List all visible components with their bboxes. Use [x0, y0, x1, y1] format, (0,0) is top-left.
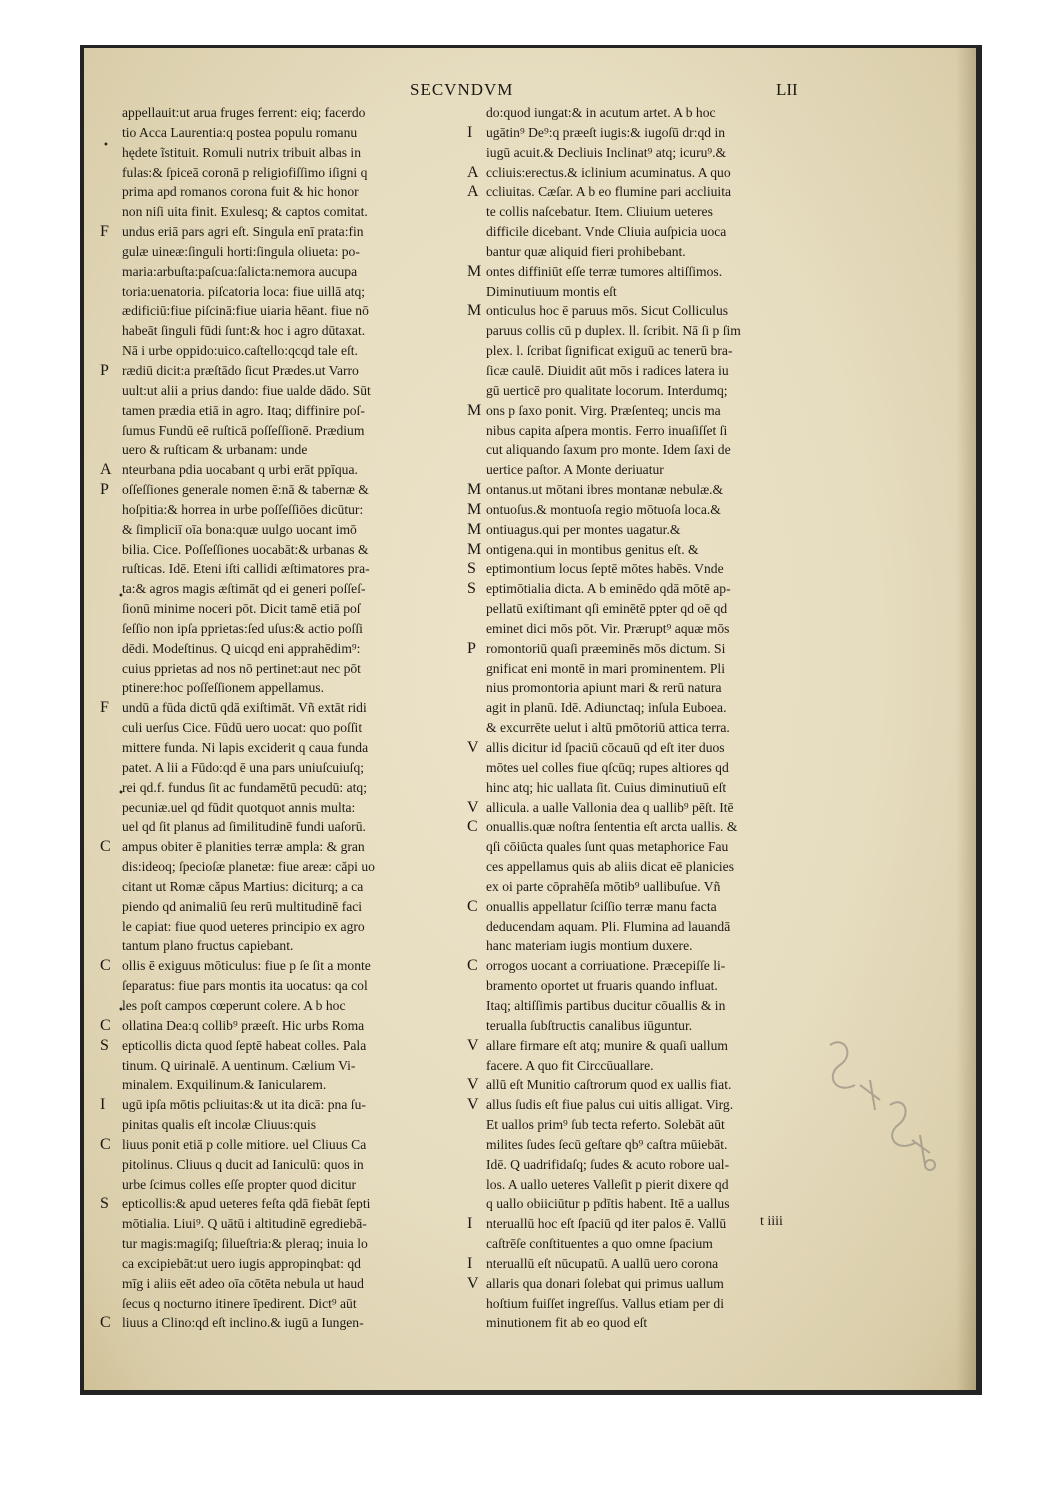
line-text: patet. A lii a Fūdo:qd ē una pars uniuſcuiuſq; — [122, 759, 365, 775]
text-line — [486, 242, 826, 262]
line-text: toria:uenatoria. piſcatoria loca: fiue uillā atq; — [122, 283, 366, 299]
text-line — [100, 460, 458, 480]
line-text: tamen prædia etiā in agro. Itaq; diffinire poſ- — [122, 402, 365, 418]
text-line — [486, 917, 826, 937]
line-text: ſeſſio non ipſa pprietas:ſed uſus:& actio poſſi — [122, 620, 363, 636]
text-line — [467, 1254, 826, 1274]
text-line — [486, 698, 826, 718]
line-text: non niſi uita finit. Exulesq; & captos comitat. — [122, 204, 368, 220]
text-line — [486, 381, 826, 401]
text-line — [122, 877, 458, 897]
initial-letter: S — [100, 1195, 109, 1213]
line-text: gnificat eni montē in mari prominentem. Pli — [486, 660, 725, 676]
text-line — [486, 1115, 826, 1135]
text-line — [467, 123, 826, 143]
text-line — [122, 401, 458, 421]
text-line — [467, 817, 826, 837]
text-line — [486, 1155, 826, 1175]
text-line — [122, 1175, 458, 1195]
line-text: prima apd romanos corona fuit & hic honor — [122, 184, 359, 200]
initial-letter: A — [467, 163, 479, 181]
text-line — [467, 540, 826, 560]
text-line — [122, 718, 458, 738]
text-line — [122, 738, 458, 758]
text-line — [486, 1313, 826, 1333]
line-text: ptinere:hoc poſſeſſionem appellamus. — [122, 680, 324, 696]
line-text: ædificiū:fiue piſcinā:fiue uiaria hēant. fiue nō — [122, 303, 369, 319]
text-line — [486, 421, 826, 441]
line-text: mōtes uel colles fiue qſcūq; rupes altiores qd — [486, 759, 729, 775]
text-line — [122, 936, 458, 956]
text-line — [122, 520, 458, 540]
line-text: minutionem fit ab eo quod eſt — [486, 1315, 648, 1331]
line-text: undū a fūda dictū qdā exiſtimāt. Vñ extāt ridi — [122, 700, 367, 716]
text-line — [122, 242, 458, 262]
text-line — [467, 520, 826, 540]
text-line — [467, 262, 826, 282]
text-line — [122, 599, 458, 619]
line-text: ontes diffiniūt eſſe terræ tumores altiſſimos. — [486, 263, 723, 279]
initial-letter: P — [467, 639, 476, 657]
line-text: allicula. a ualle Vallonia dea q uallib⁹ pēſt. Itē — [486, 799, 734, 815]
text-line — [467, 163, 826, 183]
line-text: & ſimpliciī oīa bona:quæ uulgo uocant imō — [122, 521, 357, 537]
line-text: romontoriū quaſi præeminēs mōs dictum. Si — [486, 640, 726, 656]
text-line — [122, 1056, 458, 1076]
text-line — [122, 1115, 458, 1135]
line-text: hędete ĩstituit. Romuli nutrix tribuit albas in — [122, 144, 361, 160]
line-text: Et uallos prim⁹ ſub tecta referto. Solebāt aūt — [486, 1117, 725, 1133]
text-line — [122, 758, 458, 778]
initial-letter: I — [467, 1215, 473, 1233]
line-text: deducendam aquam. Pli. Flumina ad lauandā — [486, 918, 731, 934]
text-line — [486, 996, 826, 1016]
initial-letter: V — [467, 739, 479, 756]
marginal-dot-mark: • — [118, 788, 124, 799]
text-line — [122, 282, 458, 302]
line-text: agit in planū. Idē. Adiunctaq; inſula Euboea. — [486, 700, 727, 716]
line-text: piendo qd animaliū ſeu rerū multitudinē faci — [122, 898, 363, 914]
line-text: q uallo obiiciūtur p pdītis habent. Itē a uallus — [486, 1196, 730, 1212]
marginal-dot-mark: • — [118, 591, 124, 602]
initial-letter: I — [100, 1096, 106, 1114]
line-text: te collis naſcebatur. Item. Cliuium ueteres — [486, 204, 713, 220]
initial-letter: C — [100, 1016, 111, 1034]
text-line — [486, 440, 826, 460]
line-text: tantum plano fructus capiebant. — [122, 938, 294, 954]
line-text: nteurbana pdia uocabant q urbi erāt ppīqua. — [122, 462, 358, 478]
text-line — [486, 202, 826, 222]
initial-letter: M — [467, 500, 482, 518]
right-text-column — [467, 103, 826, 1333]
text-line — [122, 897, 458, 917]
line-text: paruus collis cū p duplex. ll. ſcribit. Nā ſi p ſim — [486, 323, 741, 339]
line-text: liuus a Clino:qd eſt inclino.& iugū a Iungen- — [122, 1315, 364, 1331]
text-line — [486, 678, 826, 698]
initial-letter: M — [467, 262, 482, 280]
line-text: terualla ſubſtructis canalibus iūguntur. — [486, 1017, 693, 1033]
text-line — [467, 639, 826, 659]
text-line — [100, 361, 458, 381]
line-text: ces appellamus quis ab aliis dicat eē planicies — [486, 859, 734, 875]
text-line — [486, 1294, 826, 1314]
line-text: dēdi. Modeſtinus. Q uicqd eni apprahēdim⁹: — [122, 640, 361, 656]
line-text: undus eriā pars agri eſt. Singula enī prata:fin — [122, 224, 364, 240]
line-text: fulas:& ſpiceā coronā p religiofiſſimo iſigni q — [122, 164, 368, 180]
line-text: & excurrēte uelut i altū pmōtoriū attica terra. — [486, 720, 730, 736]
text-line — [486, 143, 826, 163]
line-text: cut aliquando ſaxum pro monte. Idem ſaxi de — [486, 442, 731, 458]
line-text: minalem. Exquilinum.& Ianicularem. — [122, 1077, 327, 1093]
line-text: bilia. Cice. Poſſeſſiones uocabāt:& urbanas & — [122, 541, 369, 557]
line-text: Diminutiuum montis eſt — [486, 283, 617, 299]
text-line — [486, 321, 826, 341]
line-text: pinitas qualis eſt incolæ Cliuus:quis — [122, 1117, 317, 1133]
line-text: pellatū exiſtimant qſi eminētē ppter qd oē qd — [486, 601, 728, 617]
text-line — [122, 163, 458, 183]
line-text: urbe ſcimus colles eſſe propter quod dicitur — [122, 1176, 357, 1192]
line-text: ontiuagus.qui per montes uagatur.& — [486, 521, 681, 537]
line-text: uero & ruſticam & urbanam: unde — [122, 442, 308, 458]
line-text: allis dicitur id ſpaciū cōcauū qd eſt iter duos — [486, 740, 725, 755]
text-line — [122, 976, 458, 996]
text-line — [122, 559, 458, 579]
text-line — [122, 659, 458, 679]
text-line — [486, 1175, 826, 1195]
line-text: do:quod iungat:& in acutum artet. A b hoc — [486, 105, 716, 120]
text-line — [486, 1135, 826, 1155]
text-line — [486, 222, 826, 242]
line-text: epticollis:& apud ueteres feſta qdā fiebāt ſepti — [122, 1196, 371, 1212]
text-line — [122, 381, 458, 401]
line-text: eminet dici mōs pōt. Vir. Prærupt⁹ aquæ mōs — [486, 620, 730, 636]
line-text: difficile dicebant. Vnde Cliuia auſpicia uoca — [486, 224, 727, 240]
initial-letter: P — [100, 481, 109, 499]
initial-letter: M — [467, 540, 482, 558]
text-line — [122, 1294, 458, 1314]
running-head: SECVNDVM — [410, 80, 514, 99]
text-line — [467, 1095, 826, 1115]
line-text: ſeparatus: fiue pars montis ita uocatus: qa col — [122, 978, 368, 994]
line-text: plex. l. ſcribat ſignificat exiguū ac tenerū bra- — [486, 343, 733, 359]
initial-letter: S — [467, 560, 476, 578]
initial-letter: I — [467, 1254, 473, 1272]
text-line — [122, 917, 458, 937]
text-line — [467, 897, 826, 917]
initial-letter: M — [467, 520, 482, 538]
line-text: nteruallū eſt nūcupatū. A uallū uero corona — [486, 1255, 719, 1271]
text-line — [486, 361, 826, 381]
text-line — [100, 956, 458, 976]
text-line — [467, 1036, 826, 1056]
text-line — [467, 500, 826, 520]
initial-letter: C — [100, 1314, 111, 1332]
initial-letter: C — [100, 838, 111, 856]
text-line — [467, 182, 826, 202]
line-text: ſionū minime noceri pōt. Dicit tamē etiā poſ — [122, 601, 361, 617]
text-line — [122, 500, 458, 520]
text-line — [100, 222, 458, 242]
line-text: eptimōtialia dicta. A b eminēdo qdā mōtē ap- — [486, 581, 731, 597]
line-text: nteruallū hoc eſt ſpaciū qd iter palos ē. Vallū — [486, 1216, 727, 1232]
line-text: bramento oportet ut fruaris quando influat. — [486, 978, 718, 994]
line-text: mittere funda. Ni lapis exciderit q caua funda — [122, 740, 369, 755]
line-text: citant ut Romæ căpus Martius: diciturq; a ca — [122, 878, 364, 894]
initial-letter: I — [467, 123, 473, 141]
line-text: oſſeſſiones generale nomen ē:nā & tabernæ & — [122, 482, 369, 498]
text-line — [122, 639, 458, 659]
line-text: eptimontium locus ſeptē mōtes habēs. Vnde — [486, 561, 724, 577]
text-line — [100, 1036, 458, 1056]
line-text: tio Acca Laurentia:q postea populu romanu — [122, 124, 358, 140]
text-line — [122, 540, 458, 560]
initial-letter: V — [467, 1096, 479, 1114]
line-text: cuius pprietas ad nos nō pertinet:aut nec pōt — [122, 660, 361, 676]
line-text: los. A uallo ueteres Valleſit p pierit dixere qd — [486, 1176, 729, 1192]
text-line — [122, 1075, 458, 1095]
initial-letter: C — [100, 1135, 111, 1153]
text-line — [122, 1214, 458, 1234]
line-text: Idē. Q uadrifidaſq; ſudes & acuto robore ual- — [486, 1156, 730, 1172]
text-line — [486, 1194, 826, 1214]
text-line — [486, 837, 826, 857]
text-line — [122, 321, 458, 341]
text-line — [486, 460, 826, 480]
line-text: hanc materiam iugis montium duxere. — [486, 938, 693, 954]
line-text: uel qd ſit planus ad ſimilitudinē fundi uaſorū. — [122, 819, 366, 835]
line-text: rædiū dicit:a præſtādo ſicut Prædes.ut Varro — [122, 362, 359, 378]
line-text: ugātin⁹ De⁹:q præeſt iugis:& iugoſū dr:qd in — [486, 124, 726, 140]
line-text: caſtrēſe conſtituentes a quo omne ſpacium — [486, 1236, 713, 1252]
line-text: ontuoſus.& montuoſa regio mōtuoſa loca.& — [486, 501, 721, 517]
initial-letter: F — [100, 223, 109, 241]
text-line — [486, 976, 826, 996]
text-line — [486, 103, 826, 123]
left-text-column — [100, 103, 458, 1333]
text-line — [122, 857, 458, 877]
line-text: maria:arbuſta:paſcua:ſalicta:nemora aucupa — [122, 263, 358, 279]
line-text: epticollis dicta quod ſeptē habeat colles. Pala — [122, 1037, 367, 1053]
text-line — [122, 341, 458, 361]
line-text: ampus obiter ē planities terræ ampla: & gran — [122, 839, 365, 855]
text-line — [100, 1313, 458, 1333]
initial-letter: V — [467, 1274, 479, 1292]
line-text: ex oi parte cōprahēſa mōtib⁹ uallibuſue. Vñ — [486, 878, 721, 894]
line-text: tur magis:magiſq; ſilueſtria:& pleraq; inuia lo — [122, 1236, 368, 1252]
text-line — [467, 559, 826, 579]
marginal-dot-mark: • — [103, 140, 109, 151]
line-text: ontanus.ut mōtani ibres montanæ nebulæ.& — [486, 482, 724, 498]
line-text: mōtialia. Liui⁹. Q uātū i altitudinē egrediebā- — [122, 1216, 367, 1232]
text-line — [122, 123, 458, 143]
line-text: ons p ſaxo ponit. Virg. Præſenteq; uncis ma — [486, 402, 721, 418]
line-text: facere. A quo fit Circcūuallare. — [486, 1057, 654, 1073]
line-text: bantur quæ aliquid fieri prohibebant. — [486, 243, 686, 259]
text-line — [122, 262, 458, 282]
text-line — [100, 1016, 458, 1036]
text-line — [100, 1194, 458, 1214]
text-line — [122, 143, 458, 163]
line-text: ontigena.qui in montibus genitus eſt. & — [486, 541, 699, 557]
line-text: ccliuis:erectus.& iclinium acuminatus. A quo — [486, 164, 731, 180]
line-text: onticulus hoc ē paruus mōs. Sicut Colliculus — [486, 303, 729, 319]
text-line — [122, 1234, 458, 1254]
line-text: hoſpitia:& horrea in urbe poſſeſſiōes dicūtur: — [122, 501, 364, 517]
line-text: uertice paſtor. A Monte deriuatur — [486, 462, 664, 478]
text-line — [100, 698, 458, 718]
initial-letter: S — [467, 580, 476, 598]
text-line — [122, 440, 458, 460]
text-line — [486, 857, 826, 877]
line-text: appellauit:ut arua fruges ferrent: eiq; facerdo — [122, 105, 366, 120]
line-text: ugū ipſa mōtis pcliuitas:& ut ita dicā: pna ſu- — [122, 1097, 366, 1113]
text-line — [467, 738, 826, 758]
line-text: dis:ideoq; ſpecioſæ planetæ: fiue areæ: căpi uo — [122, 859, 375, 875]
text-line — [486, 877, 826, 897]
text-line — [467, 798, 826, 818]
text-line — [486, 758, 826, 778]
text-line — [100, 837, 458, 857]
text-line — [486, 599, 826, 619]
text-line — [486, 1234, 826, 1254]
text-line — [100, 1095, 458, 1115]
signature-mark: t iiii — [760, 1214, 783, 1229]
line-text: iugū acuit.& Decliuis Inclinat⁹ atq; icuru⁹.& — [486, 144, 727, 160]
initial-letter: V — [467, 1076, 479, 1094]
text-line — [486, 1056, 826, 1076]
folio-number: LII — [776, 80, 798, 99]
text-line — [122, 619, 458, 639]
line-text: allare firmare eſt atq; munire & quaſi uallum — [486, 1037, 728, 1053]
line-text: culi uerſus Cice. Fūdū uero uocat: quo poſſit — [122, 720, 363, 736]
line-text: gulæ uineæ:ſinguli horti:ſingula oliueta: po- — [122, 243, 360, 259]
text-line — [100, 1135, 458, 1155]
text-line — [467, 579, 826, 599]
marginal-dot-mark: • — [118, 1005, 124, 1016]
initial-letter: C — [467, 897, 478, 915]
text-line — [122, 103, 458, 123]
text-line — [467, 301, 826, 321]
line-text: ca excipiebāt:ut uero iugis appropinqbat: qd — [122, 1255, 361, 1271]
text-line — [486, 1016, 826, 1036]
text-line — [467, 956, 826, 976]
initial-letter: M — [467, 302, 482, 320]
text-line — [467, 480, 826, 500]
line-text: rei qd.f. fundus ſit ac fundamētū pecudū: atq; — [122, 779, 367, 795]
line-text: orrogos uocant a corriuatione. Præcepiſſe li- — [486, 958, 726, 974]
line-text: gū uerticē pro qualitate locorum. Interdumq; — [486, 382, 728, 398]
line-text: hinc atq; hic uallata ſit. Cuius diminutiuū eſt — [486, 779, 727, 795]
initial-letter: A — [467, 183, 479, 201]
line-text: ſumus Fundū eē ruſticā poſſeſſionē. Prædium — [122, 422, 365, 438]
line-text: liuus ponit etiā p colle mitiore. uel Cliuus Ca — [122, 1136, 367, 1152]
line-text: ſicæ caulē. Diuidit aūt mōs i radices latera iu — [486, 362, 729, 378]
text-line — [486, 778, 826, 798]
line-text: milites ſudes ſecū geſtare qb⁹ caſtra mūiebāt. — [486, 1136, 728, 1152]
text-line — [100, 480, 458, 500]
initial-letter: V — [467, 1036, 479, 1054]
line-text: ollis ē exiguus mōticulus: fiue p ſe ſit a monte — [122, 958, 371, 974]
line-text: Itaq; altiſſimis partibus ducitur cōuallis & in — [486, 997, 726, 1013]
line-text: onuallis.quæ noſtra ſententia eſt arcta uallis. & — [486, 819, 738, 835]
line-text: hoſtium fuiſſet ingreſſus. Vallus etiam per di — [486, 1295, 724, 1311]
text-line — [122, 817, 458, 837]
text-line — [467, 1075, 826, 1095]
text-line — [122, 996, 458, 1016]
line-text: habeāt ſinguli fūdi ſunt:& hoc i agro dūtaxat. — [122, 323, 366, 339]
line-text: allus ſudis eſt fiue palus cui uitis alligat. Virg. — [486, 1097, 734, 1113]
text-line — [486, 341, 826, 361]
line-text: tinum. Q uirinalē. A uentinum. Cælium Vi- — [122, 1057, 356, 1073]
initial-letter: F — [100, 699, 109, 717]
line-text: pecuniæ.uel qd fūdit quotquot annis multa: — [122, 799, 356, 815]
line-text: uult:ut alii a prius dando: fiue ualde dādo. Sūt — [122, 382, 371, 398]
text-line — [122, 1155, 458, 1175]
line-text: ſecus q nocturno itinere īpedirent. Dict⁹ aūt — [122, 1295, 357, 1311]
text-line — [486, 282, 826, 302]
line-text: ccliuitas. Cæſar. A b eo flumine pari accliuita — [486, 184, 731, 200]
text-line — [486, 936, 826, 956]
line-text: ruſticas. Idē. Eteni iſti callidi æſtimatores pra- — [122, 561, 370, 577]
line-text: ta:& agros magis æſtimāt qd ei generi poſſeſ- — [122, 581, 366, 597]
text-line — [486, 659, 826, 679]
line-text: pitolinus. Cliuus q ducit ad Ianiculū: quos in — [122, 1156, 364, 1172]
page-edge-shadow — [956, 48, 976, 1390]
line-text: ollatina Dea:q collib⁹ præeſt. Hic urbs Roma — [122, 1017, 365, 1033]
initial-letter: S — [100, 1036, 109, 1054]
text-line — [122, 301, 458, 321]
initial-letter: C — [467, 957, 478, 975]
line-text: Nā i urbe oppido:uico.caſtello:qcqd tale eſt. — [122, 343, 358, 359]
text-line — [122, 202, 458, 222]
line-text: allaris qua donari ſolebat qui primus uallum — [486, 1275, 724, 1291]
initial-letter: V — [467, 798, 479, 816]
text-line — [467, 401, 826, 421]
initial-letter: A — [100, 461, 112, 479]
line-text: nius promontoria apiunt mari & rerū natura — [486, 680, 722, 696]
line-text: les poſt campos cœperunt colere. A b hoc — [122, 997, 346, 1013]
text-line — [122, 182, 458, 202]
initial-letter: C — [100, 957, 111, 975]
text-line — [122, 798, 458, 818]
text-line — [122, 1274, 458, 1294]
line-text: le capiat: fiue quod ueteres principio ex agro — [122, 918, 365, 934]
initial-letter: M — [467, 401, 482, 419]
initial-letter: P — [100, 361, 109, 379]
initial-letter: M — [467, 481, 482, 499]
text-line — [122, 579, 458, 599]
line-text: nibus capita aſpera montis. Ferro inuaſiſſet ſi — [486, 422, 728, 438]
text-line — [122, 678, 458, 698]
text-line — [467, 1274, 826, 1294]
text-line — [486, 718, 826, 738]
text-line — [122, 1254, 458, 1274]
line-text: mīg i aliis eēt adeo oīa cōtēta nebula ut haud — [122, 1275, 364, 1291]
text-line — [486, 619, 826, 639]
initial-letter: C — [467, 818, 478, 836]
text-line — [122, 421, 458, 441]
line-text: onuallis appellatur ſciſſio terræ manu facta — [486, 898, 717, 914]
line-text: allū eſt Munitio caſtrorum quod ex uallis fiat. — [486, 1077, 732, 1093]
line-text: qſi cōiūcta quales ſunt quas metaphorice Fau — [486, 839, 729, 855]
text-line — [122, 778, 458, 798]
